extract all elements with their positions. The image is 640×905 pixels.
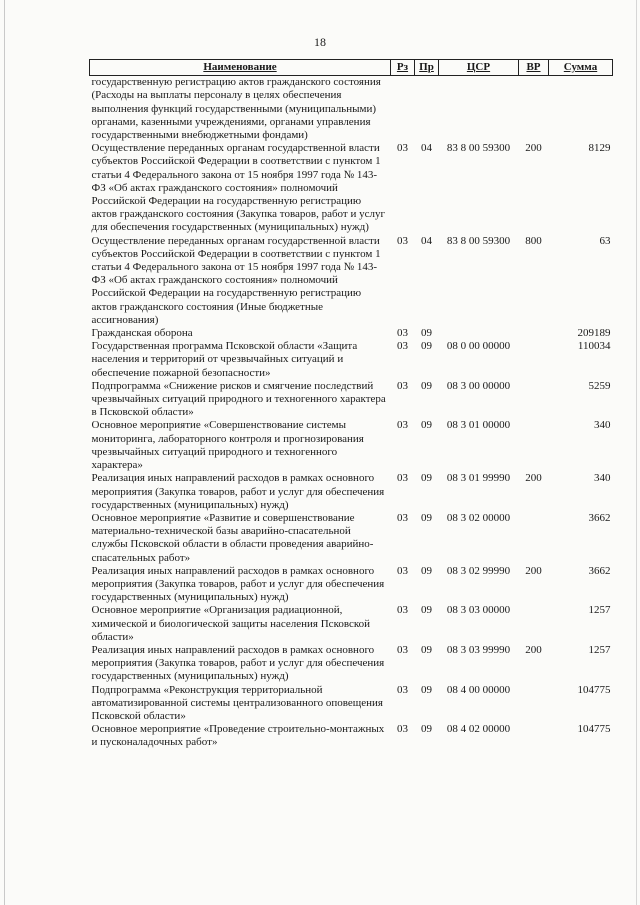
cell-rz: 03 [397, 340, 408, 353]
table-row [90, 380, 613, 420]
cell-rz: 03 [397, 234, 408, 247]
cell-rz: 03 [397, 604, 408, 617]
cell-rz: 03 [397, 327, 408, 340]
cell-pr: 09 [421, 604, 432, 617]
table-row [90, 604, 613, 644]
cell-name: Подпрограмма «Реконструкция территориальной автоматизированной системы централизованного оповещения Псковской области» [91, 683, 383, 722]
cell-csr: 08 4 02 00000 [446, 723, 511, 736]
cell-pr: 04 [421, 142, 432, 155]
cell-vr: 200 [525, 564, 542, 577]
cell-csr: 08 3 00 00000 [446, 379, 511, 392]
table-header [90, 60, 613, 76]
cell-csr: 83 8 00 59300 [446, 234, 511, 247]
cell-rz: 03 [397, 723, 408, 736]
cell-pr: 09 [421, 564, 432, 577]
page-number: 18 [314, 35, 326, 49]
cell-csr: 08 0 00 00000 [446, 340, 511, 353]
table-row [90, 723, 613, 749]
header-name: Наименование [90, 60, 391, 76]
table-row [90, 472, 613, 512]
cell-name: Реализация иных направлений расходов в рамках основного мероприятия (Закупка товаров, работ и услуг для обеспечения государственных (муниципальных) нужд) [91, 472, 385, 511]
cell-rz: 03 [397, 643, 408, 656]
table-row [90, 235, 613, 327]
cell-sum: 104775 [577, 723, 611, 736]
cell-vr [519, 684, 549, 724]
cell-rz: 03 [397, 379, 408, 392]
cell-vr [519, 340, 549, 380]
cell-vr: 200 [525, 643, 542, 656]
cell-vr: 200 [525, 142, 542, 155]
cell-pr: 09 [421, 643, 432, 656]
cell-vr [519, 604, 549, 644]
cell-pr: 09 [421, 379, 432, 392]
table-row [90, 142, 613, 234]
header-vr: ВР [519, 60, 549, 76]
cell-csr: 08 3 02 99990 [446, 564, 511, 577]
table-row [90, 340, 613, 380]
cell-name: Реализация иных направлений расходов в рамках основного мероприятия (Закупка товаров, работ и услуг для обеспечения государственных (муниципальных) нужд) [91, 643, 385, 683]
cell-pr: 09 [421, 472, 432, 485]
cell-vr [519, 327, 549, 340]
cell-csr: 08 3 02 00000 [446, 511, 511, 524]
header-pr: Пр [415, 60, 439, 76]
cell-name: Реализация иных направлений расходов в рамках основного мероприятия (Закупка товаров, работ и услуг для обеспечения государственных (муниципальных) нужд) [91, 564, 385, 604]
cell-sum: 3662 [588, 564, 611, 577]
scan-edge-right [636, 0, 637, 905]
cell-vr [519, 380, 549, 420]
cell-sum: 8129 [588, 142, 611, 155]
cell-name: Основное мероприятие «Организация радиационной, химической и биологической защиты населения Псковской области» [91, 604, 371, 643]
header-row [90, 60, 613, 76]
cell-pr: 04 [421, 234, 432, 247]
cell-rz: 03 [397, 419, 408, 432]
cell-csr [439, 76, 519, 143]
cell-name: государственную регистрацию актов гражданского состояния (Расходы на выплаты персоналу в целях обеспечения выполнения функций государственными (муниципальными) органами, казенными учреждениями, органами управления государственными внебюджетными фондами) [91, 76, 381, 142]
cell-name: Осуществление переданных органам государственной власти субъектов Российской Федерации в соответствии с пунктом 1 статьи 4 Федерального закона от 15 ноября 1997 года № 143-ФЗ «Об актах гражданского состояния» полномочий Российской Федерации на государственную регистрацию актов гражданского состояния (Закупка товаров, работ и услуг для обеспечения государственных (муниципальных) нужд) [91, 142, 385, 234]
cell-name: Государственная программа Псковской области «Защита населения и территорий от чрезвычайных ситуаций и обеспечение пожарной безопасности» [91, 340, 358, 379]
cell-pr [415, 76, 439, 143]
cell-vr [519, 512, 549, 565]
table-row [90, 644, 613, 684]
cell-sum: 340 [594, 472, 611, 485]
cell-name: Основное мероприятие «Развитие и совершенствование материально-технической базы аварийно-спасательной службы Псковской области в области проведения аварийно-спасательных работ» [91, 511, 374, 564]
header-rz: Рз [391, 60, 415, 76]
cell-pr: 09 [421, 419, 432, 432]
cell-csr: 08 3 03 00000 [446, 604, 511, 617]
cell-sum [549, 76, 613, 143]
cell-name: Осуществление переданных органам государственной власти субъектов Российской Федерации в соответствии с пунктом 1 статьи 4 Федерального закона от 15 ноября 1997 года № 143-ФЗ «Об актах гражданского состояния» полномочий Российской Федерации на государственную регистрацию актов гражданского состояния (Иные бюджетные ассигнования) [91, 234, 381, 326]
cell-vr: 200 [525, 472, 542, 485]
cell-csr: 08 3 01 00000 [446, 419, 511, 432]
cell-vr [519, 76, 549, 143]
cell-rz: 03 [397, 564, 408, 577]
cell-rz: 03 [397, 472, 408, 485]
cell-sum: 110034 [577, 340, 611, 353]
cell-pr: 09 [421, 327, 432, 340]
budget-table [89, 59, 613, 750]
cell-sum: 3662 [588, 511, 611, 524]
cell-name: Основное мероприятие «Проведение строительно-монтажных и пусконаладочных работ» [91, 723, 385, 749]
cell-csr [439, 327, 519, 340]
cell-vr [519, 723, 549, 749]
cell-csr: 08 3 03 99990 [446, 643, 511, 656]
cell-sum: 209189 [577, 327, 611, 340]
cell-name: Подпрограмма «Снижение рисков и смягчение последствий чрезвычайных ситуаций природного и техногенного характера в Псковской области» [91, 379, 386, 419]
table-row [90, 76, 613, 143]
cell-rz [391, 76, 415, 143]
cell-pr: 09 [421, 511, 432, 524]
table-row [90, 419, 613, 472]
cell-sum: 1257 [588, 604, 611, 617]
cell-rz: 03 [397, 142, 408, 155]
cell-sum: 340 [594, 419, 611, 432]
cell-pr: 09 [421, 683, 432, 696]
cell-sum: 63 [599, 234, 611, 247]
cell-sum: 1257 [588, 643, 611, 656]
table-body [90, 76, 613, 750]
header-sum: Сумма [549, 60, 613, 76]
header-csr: ЦСР [439, 60, 519, 76]
scan-edge-left [4, 0, 5, 905]
cell-sum: 104775 [577, 683, 611, 696]
cell-name: Основное мероприятие «Совершенствование системы мониторинга, лабораторного контроля и прогнозирования чрезвычайных ситуаций природного и техногенного характера» [91, 419, 364, 472]
table-row [90, 565, 613, 605]
cell-sum: 5259 [588, 379, 611, 392]
cell-csr: 08 4 00 00000 [446, 683, 511, 696]
table-row [90, 512, 613, 565]
cell-pr: 09 [421, 723, 432, 736]
cell-name: Гражданская оборона [91, 327, 193, 340]
cell-vr [519, 419, 549, 472]
cell-rz: 03 [397, 683, 408, 696]
table-row [90, 327, 613, 340]
cell-csr: 08 3 01 99990 [446, 472, 511, 485]
table-row [90, 684, 613, 724]
cell-pr: 09 [421, 340, 432, 353]
cell-vr: 800 [525, 234, 542, 247]
cell-csr: 83 8 00 59300 [446, 142, 511, 155]
cell-rz: 03 [397, 511, 408, 524]
